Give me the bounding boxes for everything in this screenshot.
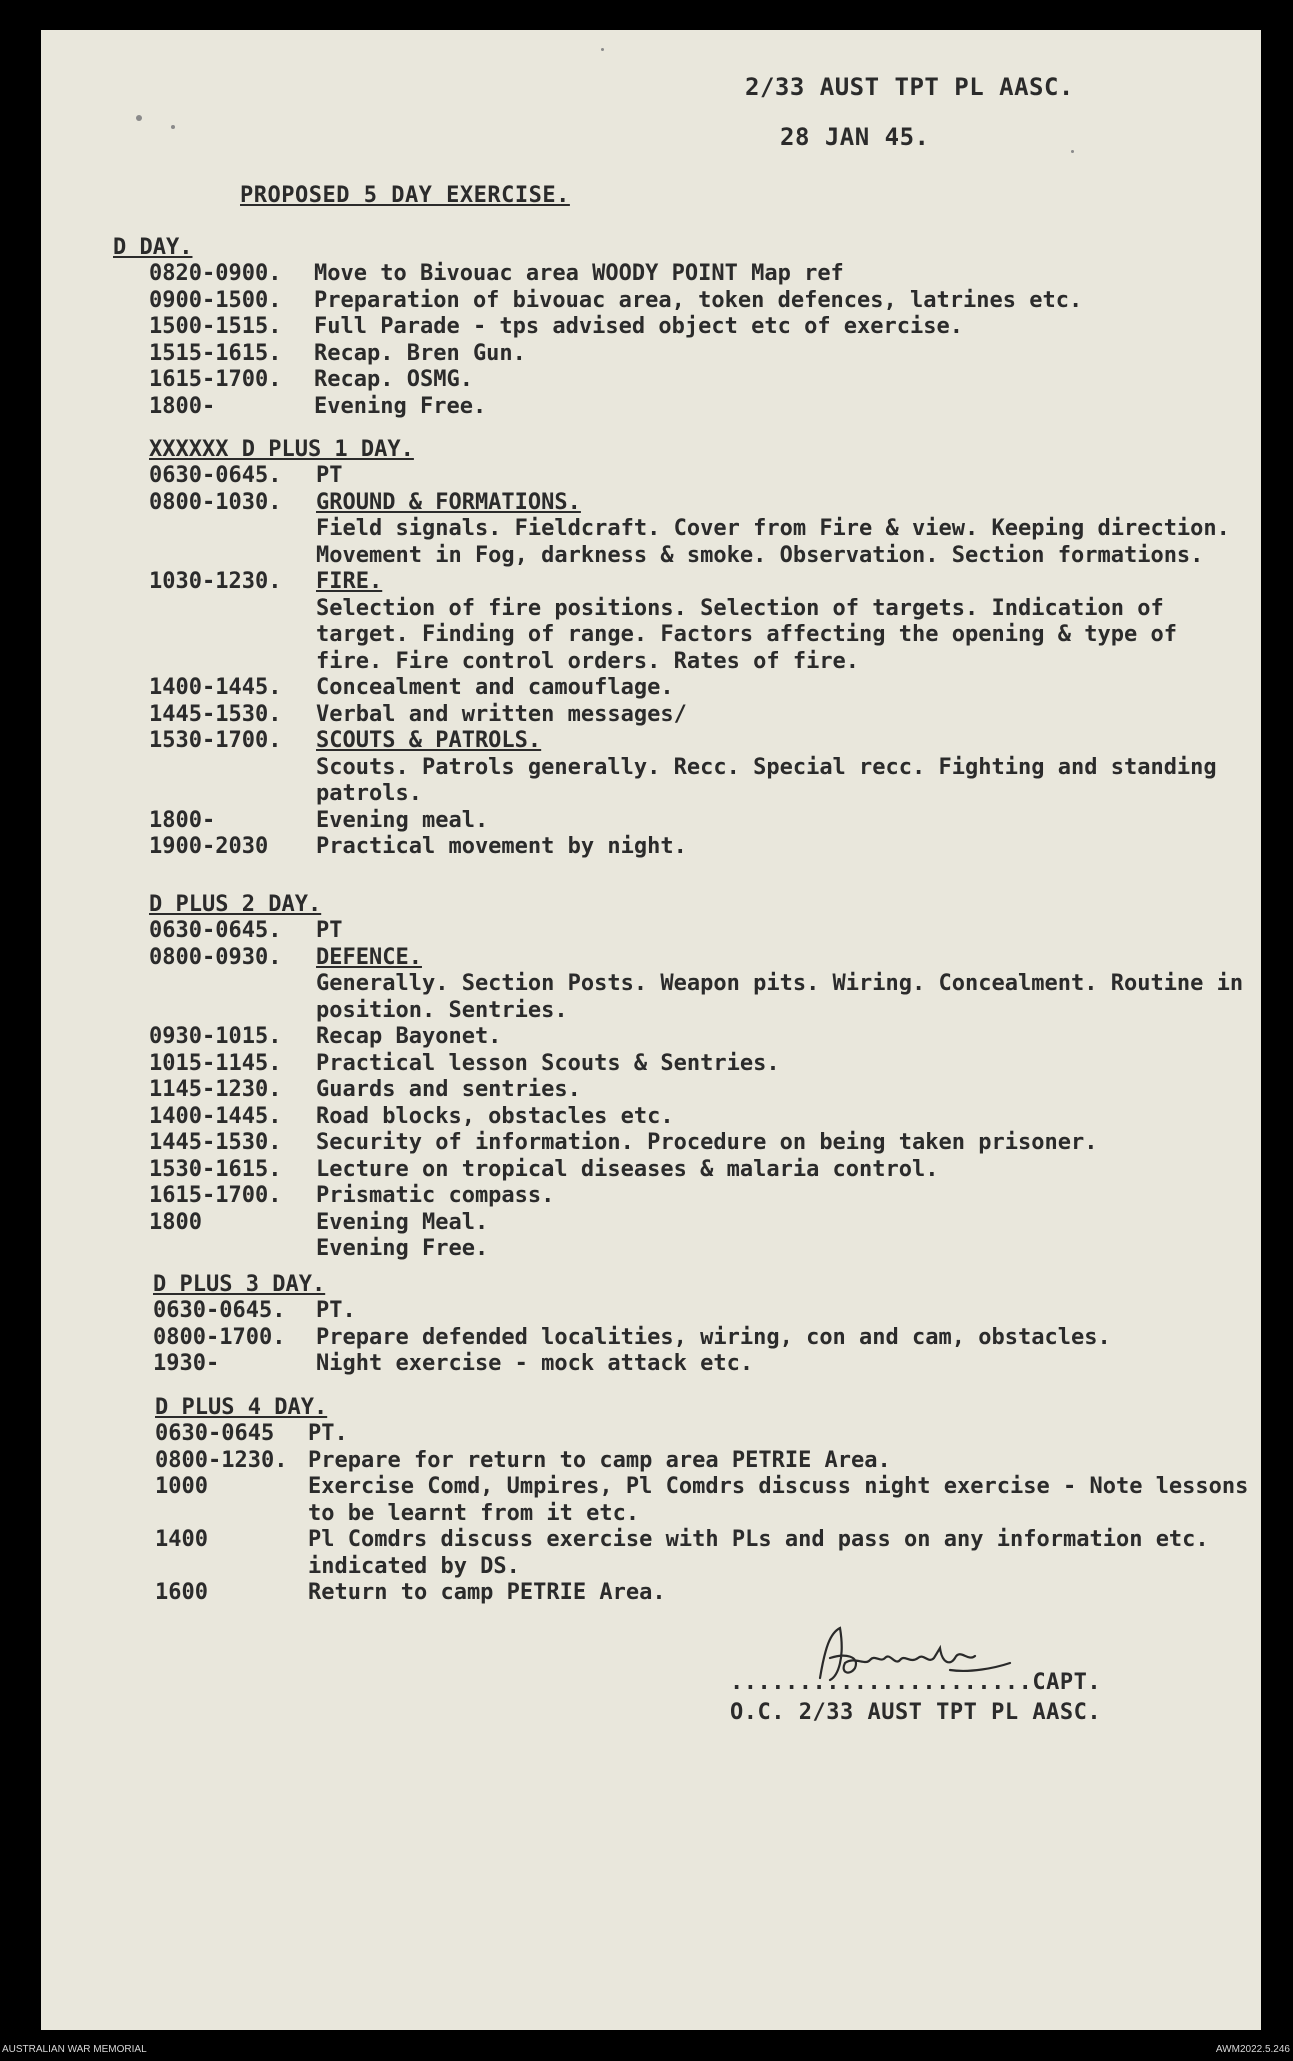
entry-text: Security of information. Procedure on being taken prisoner. bbox=[316, 1130, 1098, 1155]
section-heading: D PLUS 4 DAY. bbox=[155, 1395, 328, 1420]
entry-time: 0630-0645. bbox=[153, 1298, 286, 1323]
entry-text: Generally. Section Posts. Weapon pits. Wiring. Concealment. Routine in position. Sentries. bbox=[316, 971, 1244, 1023]
schedule-entry bbox=[155, 1474, 1255, 1527]
entry-text: Prismatic compass. bbox=[316, 1183, 555, 1208]
entry-text: Field signals. Fieldcraft. Cover from Fire & view. Keeping direction. Movement in Fog, darkness & smoke. Observation. Section formations. bbox=[316, 516, 1230, 568]
schedule-entry bbox=[155, 1448, 1255, 1475]
schedule-entry bbox=[149, 945, 1249, 1025]
entry-time: 0800-1230. bbox=[155, 1447, 288, 1473]
entry-text: Recap. Bren Gun. bbox=[314, 340, 526, 366]
schedule-entry bbox=[149, 1183, 1249, 1210]
section-d-plus-2-day bbox=[149, 892, 1249, 1263]
entry-text: Recap. OSMG. bbox=[314, 367, 473, 392]
entry-text: PT bbox=[316, 918, 343, 943]
entry-time: 1400-1445. bbox=[149, 1103, 282, 1129]
document-date: 28 JAN 45. bbox=[780, 123, 930, 151]
signature-line: ......................CAPT. bbox=[730, 1670, 1102, 1695]
entry-text: Full Parade - tps advised object etc of exercise. bbox=[314, 314, 964, 339]
entry-time: 1530-1615. bbox=[149, 1156, 282, 1182]
paper-speck bbox=[601, 48, 604, 51]
entry-time: 1530-1700. bbox=[149, 728, 282, 753]
entry-text: Verbal and written messages/ bbox=[316, 701, 687, 727]
schedule-entry bbox=[113, 394, 1253, 421]
schedule-entry bbox=[155, 1580, 1255, 1607]
schedule-entry bbox=[149, 1130, 1249, 1157]
entry-time: 1800- bbox=[149, 807, 216, 833]
entry-time: 1615-1700. bbox=[149, 1183, 282, 1208]
entry-text: Selection of fire positions. Selection of targets. Indication of target. Finding of range. Factors affecting the opening & type of fire. Fire control orders. Rates of fire. bbox=[316, 595, 1177, 674]
entry-text: Preparation of bivouac area, token defences, latrines etc. bbox=[314, 287, 1083, 313]
entry-time: 1900-2030 bbox=[149, 834, 269, 859]
entry-time: 1445-1530. bbox=[149, 1130, 282, 1155]
schedule-entry bbox=[113, 261, 1253, 288]
section-d-day bbox=[113, 235, 1253, 420]
entry-text: PT bbox=[316, 463, 343, 488]
entry-text: Evening Free. bbox=[314, 393, 487, 419]
schedule-entry bbox=[149, 1210, 1249, 1237]
entry-time: 1400 bbox=[155, 1527, 208, 1552]
schedule-entry bbox=[149, 702, 1249, 729]
schedule-entry bbox=[149, 463, 1249, 490]
entry-text: PT. bbox=[308, 1421, 348, 1446]
archive-reference: AWM2022.5.246 bbox=[1215, 2044, 1290, 2055]
entry-time bbox=[149, 1236, 316, 1263]
entry-text: Guards and sentries. bbox=[316, 1077, 581, 1102]
entry-text: Prepare defended localities, wiring, con and cam, obstacles. bbox=[316, 1324, 1111, 1350]
schedule-entry bbox=[149, 1157, 1249, 1184]
schedule-entry bbox=[155, 1421, 1255, 1448]
entry-time: 1800 bbox=[149, 1209, 202, 1235]
paper-speck bbox=[136, 115, 142, 121]
entry-time: 0930-1015. bbox=[149, 1024, 282, 1049]
schedule-entry bbox=[149, 490, 1249, 570]
entry-time: 1145-1230. bbox=[149, 1077, 282, 1102]
section-heading: XXXXXX D PLUS 1 DAY. bbox=[149, 437, 414, 462]
entry-time: 1600 bbox=[155, 1580, 208, 1605]
section-d-plus-1-day bbox=[149, 437, 1249, 861]
schedule-entry bbox=[149, 569, 1249, 675]
schedule-entry bbox=[153, 1325, 1253, 1352]
schedule-entry bbox=[149, 1024, 1249, 1051]
schedule-entry bbox=[149, 1104, 1249, 1131]
entry-time: 1015-1145. bbox=[149, 1050, 282, 1076]
entry-subheading: FIRE. bbox=[316, 569, 383, 594]
section-d-plus-4-day bbox=[155, 1395, 1255, 1607]
section-heading: D PLUS 3 DAY. bbox=[153, 1272, 326, 1297]
entry-text: Evening meal. bbox=[316, 807, 489, 833]
entry-subheading: DEFENCE. bbox=[316, 944, 422, 970]
entry-time: 1445-1530. bbox=[149, 701, 282, 727]
entry-text: Scouts. Patrols generally. Recc. Special recc. Fighting and standing patrols. bbox=[316, 754, 1217, 806]
section-d-plus-3-day bbox=[153, 1272, 1253, 1378]
document-title: PROPOSED 5 DAY EXERCISE. bbox=[240, 183, 570, 208]
schedule-entry bbox=[153, 1298, 1253, 1325]
schedule-entry bbox=[113, 314, 1253, 341]
schedule-entry bbox=[149, 1236, 1249, 1263]
schedule-entry bbox=[149, 918, 1249, 945]
entry-subheading: GROUND & FORMATIONS. bbox=[316, 489, 581, 515]
schedule-entry bbox=[149, 1051, 1249, 1078]
schedule-entry bbox=[113, 288, 1253, 315]
entry-time: 1615-1700. bbox=[149, 367, 282, 392]
entry-text: Lecture on tropical diseases & malaria control. bbox=[316, 1156, 939, 1182]
entry-time: 0900-1500. bbox=[149, 287, 282, 313]
paper-speck bbox=[1071, 150, 1074, 153]
schedule-entry bbox=[153, 1351, 1253, 1378]
entry-time: 0630-0645 bbox=[155, 1421, 275, 1446]
entry-time: 1800- bbox=[149, 393, 216, 419]
unit-heading: 2/33 AUST TPT PL AASC. bbox=[745, 73, 1074, 101]
entry-subheading: SCOUTS & PATROLS. bbox=[316, 728, 542, 753]
entry-text: Prepare for return to camp area PETRIE Area. bbox=[308, 1447, 891, 1473]
section-heading: D DAY. bbox=[113, 235, 193, 260]
archive-credit: AUSTRALIAN WAR MEMORIAL bbox=[2, 2044, 147, 2055]
entry-text: Recap Bayonet. bbox=[316, 1024, 502, 1049]
entry-text: PT. bbox=[316, 1298, 356, 1323]
schedule-entry bbox=[149, 1077, 1249, 1104]
entry-time: 0800-1030. bbox=[149, 489, 282, 515]
schedule-entry bbox=[149, 808, 1249, 835]
section-heading: D PLUS 2 DAY. bbox=[149, 892, 322, 917]
entry-text: Concealment and camouflage. bbox=[316, 675, 674, 700]
paper-speck bbox=[171, 125, 175, 129]
entry-time: 1000 bbox=[155, 1474, 208, 1499]
entry-text: Night exercise - mock attack etc. bbox=[316, 1351, 754, 1376]
entry-time: 0630-0645. bbox=[149, 463, 282, 488]
entry-text: Evening Meal. bbox=[316, 1209, 489, 1235]
entry-time: 0800-0930. bbox=[149, 944, 282, 970]
entry-text: Practical lesson Scouts & Sentries. bbox=[316, 1050, 780, 1076]
entry-text: Pl Comdrs discuss exercise with PLs and pass on any information etc. indicated by DS. bbox=[308, 1527, 1209, 1579]
schedule-entry bbox=[113, 367, 1253, 394]
schedule-entry bbox=[149, 675, 1249, 702]
entry-time: 1515-1615. bbox=[149, 340, 282, 366]
schedule-entry bbox=[155, 1527, 1255, 1580]
entry-text: Road blocks, obstacles etc. bbox=[316, 1103, 674, 1129]
schedule-entry bbox=[149, 728, 1249, 808]
signatory-title: O.C. 2/33 AUST TPT PL AASC. bbox=[730, 1700, 1102, 1725]
entry-time: 0820-0900. bbox=[149, 261, 282, 286]
entry-text: Evening Free. bbox=[316, 1236, 489, 1261]
entry-time: 0800-1700. bbox=[153, 1324, 286, 1350]
entry-time: 1930- bbox=[153, 1351, 220, 1376]
entry-time: 1500-1515. bbox=[149, 314, 282, 339]
schedule-entry bbox=[149, 834, 1249, 861]
entry-text: Move to Bivouac area WOODY POINT Map ref bbox=[314, 261, 844, 286]
entry-time: 0630-0645. bbox=[149, 918, 282, 943]
entry-text: Return to camp PETRIE Area. bbox=[308, 1580, 666, 1605]
entry-text: Exercise Comd, Umpires, Pl Comdrs discuss night exercise - Note lessons to be learnt from it etc. bbox=[308, 1474, 1249, 1526]
schedule-entry bbox=[113, 341, 1253, 368]
entry-text: Practical movement by night. bbox=[316, 834, 687, 859]
entry-time: 1030-1230. bbox=[149, 569, 282, 594]
entry-time: 1400-1445. bbox=[149, 675, 282, 700]
